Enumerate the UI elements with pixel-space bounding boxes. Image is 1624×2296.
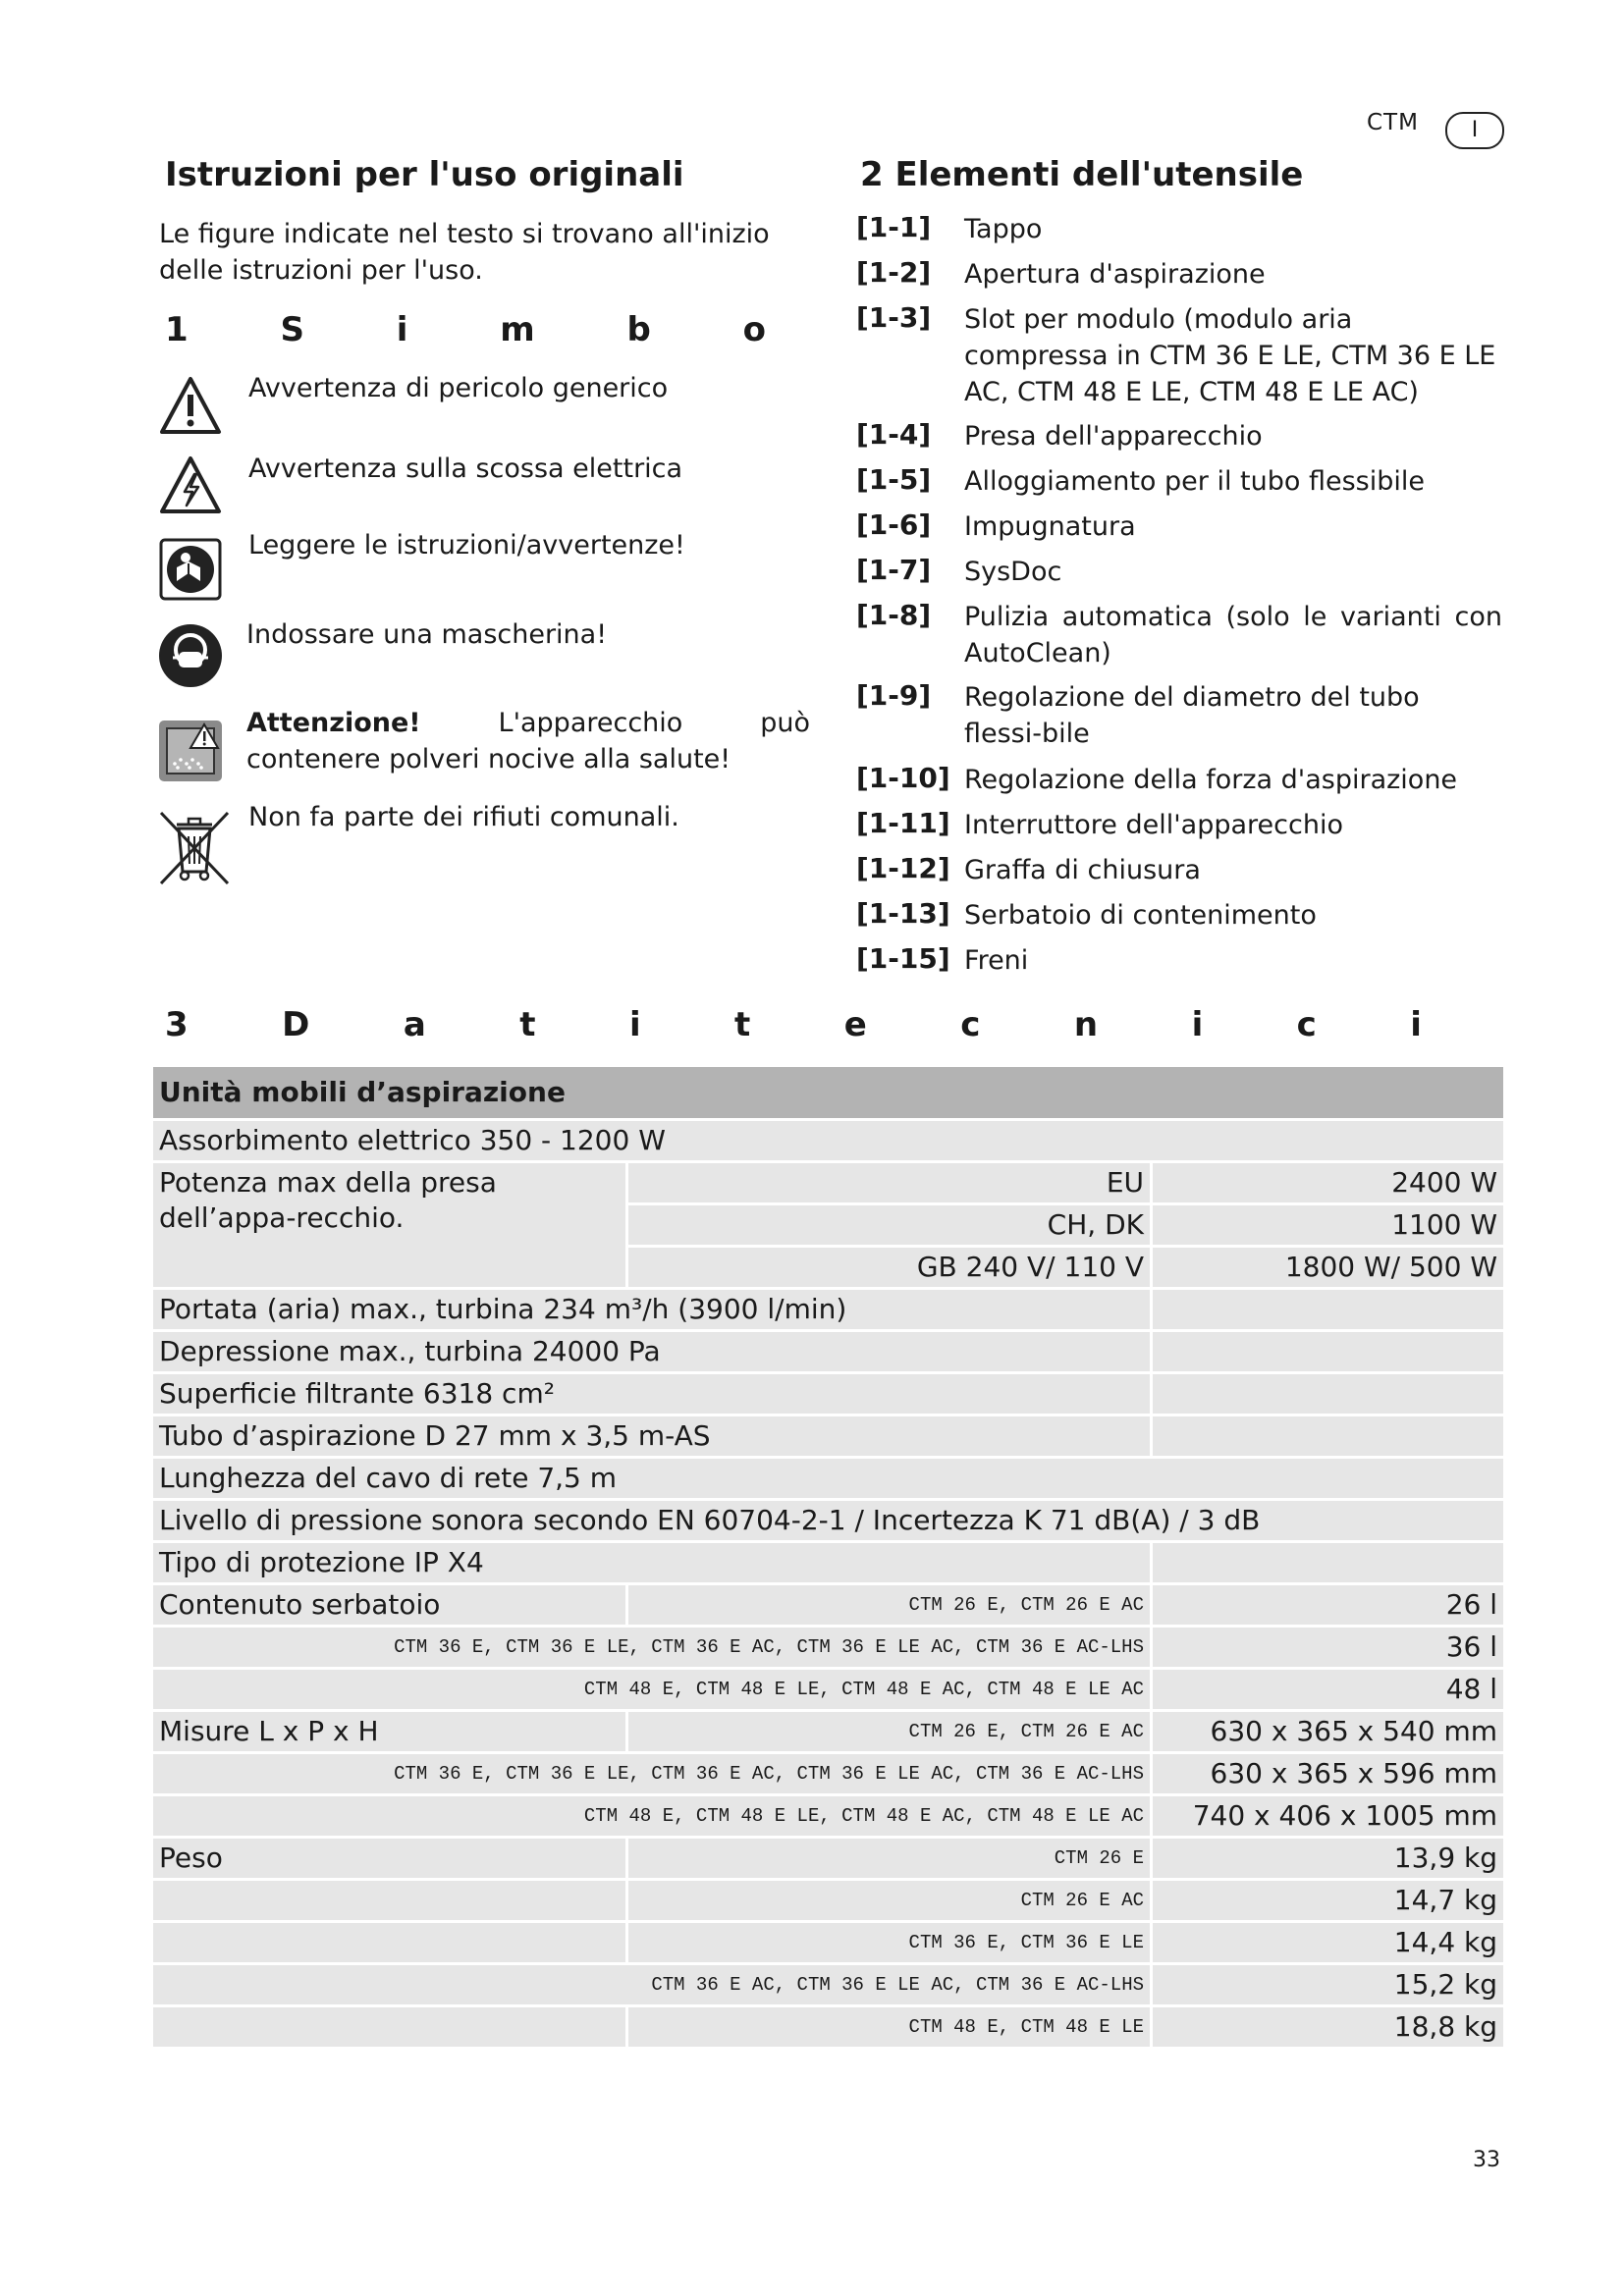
- element-label: Graffa di chiusura: [964, 855, 1201, 885]
- capacity-value: 26 l: [1152, 1584, 1505, 1627]
- manual-title: Istruzioni per l'uso originali: [165, 155, 684, 194]
- element-number: [1-6]: [856, 508, 932, 541]
- model-list: CTM 36 E, CTM 36 E LE, CTM 36 E AC, CTM 36 E LE AC, CTM 36 E AC-LHS: [152, 1627, 1152, 1669]
- section3-letter: i: [1191, 1005, 1204, 1044]
- model-list: CTM 26 E: [627, 1838, 1152, 1880]
- empty-cell: [1152, 1373, 1505, 1415]
- symbol-label: Avvertenza di pericolo generico: [248, 373, 669, 403]
- intro-text: Le figure indicate nel testo si trovano all'inizio delle istruzioni per l'uso.: [159, 219, 770, 286]
- symbol-label: Leggere le istruzioni/avvertenze!: [248, 530, 685, 561]
- table-row: [152, 1753, 1505, 1795]
- section3-letter: t: [734, 1005, 751, 1044]
- element-number: [1-11]: [856, 807, 950, 839]
- mask-icon: [157, 622, 224, 689]
- empty-cell: [152, 1922, 627, 1964]
- elements-title: 2 Elementi dell'utensile: [860, 155, 1304, 194]
- table-row: [152, 1500, 1505, 1542]
- symbol-label: Indossare una mascherina!: [246, 619, 608, 650]
- section3-letter: e: [843, 1005, 867, 1044]
- weight-value: 15,2 kg: [1152, 1964, 1505, 2006]
- page-number: 33: [1473, 2148, 1500, 2172]
- element-label: Serbatoio di contenimento: [964, 900, 1317, 931]
- element-label: SysDoc: [964, 557, 1062, 587]
- airflow: Portata (aria) max., turbina 234 m³/h (3900 l/min): [152, 1289, 1152, 1331]
- table-row: [152, 1922, 1505, 1964]
- model-list: CTM 26 E, CTM 26 E AC: [627, 1711, 1152, 1753]
- dimensions-value: 630 x 365 x 596 mm: [1152, 1753, 1505, 1795]
- vacuum: Depressione max., turbina 24000 Pa: [152, 1331, 1152, 1373]
- socket-region: CH, DK: [627, 1204, 1152, 1247]
- table-row: [152, 2006, 1505, 2049]
- section1-heading: [165, 310, 766, 349]
- element-number: [1-3]: [856, 301, 932, 334]
- filter-area: Superficie filtrante 6318 cm²: [152, 1373, 1152, 1415]
- section3-letter: c: [960, 1005, 981, 1044]
- empty-cell: [152, 1880, 627, 1922]
- section1-letter: S: [280, 310, 304, 349]
- socket-value: 2400 W: [1152, 1162, 1505, 1204]
- table-row: [152, 1711, 1505, 1753]
- protection-class: Tipo di protezione IP X4: [152, 1542, 1152, 1584]
- table-header: Unità mobili d’aspirazione: [152, 1066, 1505, 1120]
- table-row: [152, 1880, 1505, 1922]
- section1-letter: b: [626, 310, 651, 349]
- symbol-label: Non fa parte dei rifiuti comunali.: [248, 802, 679, 832]
- element-label: Impugnatura: [964, 511, 1136, 542]
- table-header-row: [152, 1066, 1505, 1120]
- weight-label: Peso: [152, 1838, 627, 1880]
- noise-level: Livello di pressione sonora secondo EN 60704-2-1 / Incertezza K 71 dB(A) / 3 dB: [152, 1500, 1505, 1542]
- element-label: Interruttore dell'apparecchio: [964, 810, 1343, 840]
- section1-letter: m: [500, 310, 535, 349]
- empty-cell: [152, 2006, 627, 2049]
- table-row: [152, 1627, 1505, 1669]
- crossed-bin-icon: [155, 807, 234, 887]
- table-row: [152, 1331, 1505, 1373]
- element-number: [1-4]: [856, 418, 932, 451]
- section1-letter: i: [396, 310, 408, 349]
- electric-shock-icon: [159, 454, 222, 515]
- section3-letter: n: [1073, 1005, 1099, 1044]
- element-label: Presa dell'apparecchio: [964, 421, 1263, 452]
- capacity-value: 36 l: [1152, 1627, 1505, 1669]
- element-number: [1-15]: [856, 942, 950, 975]
- element-label: Apertura d'aspirazione: [964, 259, 1266, 290]
- table-row: [152, 1542, 1505, 1584]
- element-number: [1-8]: [856, 599, 932, 631]
- socket-power-label: Potenza max della presa dell’appa-recchio.: [152, 1162, 627, 1289]
- element-number: [1-13]: [856, 897, 950, 930]
- element-label: Freni: [964, 945, 1029, 976]
- element-number: [1-2]: [856, 256, 932, 289]
- element-number: [1-1]: [856, 211, 932, 243]
- table-row: [152, 1373, 1505, 1415]
- weight-value: 18,8 kg: [1152, 2006, 1505, 2049]
- suction-hose: Tubo d’aspirazione D 27 mm x 3,5 m-AS: [152, 1415, 1152, 1458]
- empty-cell: [1152, 1542, 1505, 1584]
- symbol-label: [246, 705, 810, 777]
- model-list: CTM 48 E, CTM 48 E LE: [627, 2006, 1152, 2049]
- read-instructions-icon: [159, 538, 222, 601]
- model-list: CTM 36 E AC, CTM 36 E LE AC, CTM 36 E AC-LHS: [152, 1964, 1152, 2006]
- section1-num: 1: [165, 310, 189, 349]
- weight-value: 14,4 kg: [1152, 1922, 1505, 1964]
- harmful-dust-icon: [157, 719, 224, 783]
- weight-value: 14,7 kg: [1152, 1880, 1505, 1922]
- section3-letter: c: [1296, 1005, 1317, 1044]
- element-label: Regolazione della forza d'aspirazione: [964, 765, 1458, 795]
- dimensions-value: 630 x 365 x 540 mm: [1152, 1711, 1505, 1753]
- weight-value: 13,9 kg: [1152, 1838, 1505, 1880]
- element-label: Tappo: [964, 214, 1043, 244]
- section3-letter: i: [1410, 1005, 1422, 1044]
- model-list: CTM 48 E, CTM 48 E LE, CTM 48 E AC, CTM 48 E LE AC: [152, 1669, 1152, 1711]
- table-row: [152, 1415, 1505, 1458]
- socket-value: 1100 W: [1152, 1204, 1505, 1247]
- model-list: CTM 36 E, CTM 36 E LE: [627, 1922, 1152, 1964]
- element-number: [1-10]: [856, 762, 950, 794]
- element-label: Regolazione del diametro del tubo flessi-bile: [964, 682, 1420, 749]
- element-number: [1-9]: [856, 679, 932, 712]
- capacity-value: 48 l: [1152, 1669, 1505, 1711]
- socket-value: 1800 W/ 500 W: [1152, 1247, 1505, 1289]
- model-list: CTM 26 E AC: [627, 1880, 1152, 1922]
- empty-cell: [1152, 1289, 1505, 1331]
- table-row: [152, 1964, 1505, 2006]
- model-list: CTM 26 E, CTM 26 E AC: [627, 1584, 1152, 1627]
- warning-triangle-icon: [159, 375, 222, 436]
- empty-cell: [1152, 1331, 1505, 1373]
- table-row: [152, 1795, 1505, 1838]
- symbol-label: Avvertenza sulla scossa elettrica: [248, 454, 683, 484]
- section3-letter: 3: [165, 1005, 189, 1044]
- section3-heading: [165, 1005, 1422, 1044]
- header-brand: CTM: [1367, 110, 1419, 135]
- power-consumption: Assorbimento elettrico 350 - 1200 W: [152, 1120, 1505, 1162]
- empty-cell: [1152, 1415, 1505, 1458]
- capacity-label: Contenuto serbatoio: [152, 1584, 627, 1627]
- attention-text: L'apparecchio può contenere polveri nocive alla salute!: [246, 708, 810, 774]
- socket-region: GB 240 V/ 110 V: [627, 1247, 1152, 1289]
- section3-letter: a: [403, 1005, 426, 1044]
- element-label: Slot per modulo (modulo aria compressa in CTM 36 E LE, CTM 36 E LE AC, CTM 48 E LE, CTM 48 E LE AC): [964, 304, 1496, 407]
- dimensions-value: 740 x 406 x 1005 mm: [1152, 1795, 1505, 1838]
- element-number: [1-5]: [856, 463, 932, 496]
- table-row: [152, 1838, 1505, 1880]
- section3-letter: t: [519, 1005, 536, 1044]
- cable-length: Lunghezza del cavo di rete 7,5 m: [152, 1458, 1505, 1500]
- tech-data-table: [150, 1064, 1506, 2050]
- table-row: [152, 1289, 1505, 1331]
- language-badge: I: [1445, 112, 1504, 149]
- table-row: [152, 1120, 1505, 1162]
- element-number: [1-12]: [856, 852, 950, 884]
- element-number: [1-7]: [856, 554, 932, 586]
- dimensions-label: Misure L x P x H: [152, 1711, 627, 1753]
- socket-region: EU: [627, 1162, 1152, 1204]
- section1-letter: o: [742, 310, 766, 349]
- element-label: Pulizia automatica (solo le varianti con AutoClean): [964, 602, 1502, 668]
- table-row: [152, 1669, 1505, 1711]
- table-row: [152, 1584, 1505, 1627]
- element-label: Alloggiamento per il tubo flessibile: [964, 466, 1425, 497]
- section3-letter: D: [282, 1005, 310, 1044]
- model-list: CTM 36 E, CTM 36 E LE, CTM 36 E AC, CTM 36 E LE AC, CTM 36 E AC-LHS: [152, 1753, 1152, 1795]
- attention-label: Attenzione!: [246, 708, 421, 738]
- table-row: [152, 1162, 1505, 1204]
- table-row: [152, 1458, 1505, 1500]
- section3-letter: i: [628, 1005, 641, 1044]
- model-list: CTM 48 E, CTM 48 E LE, CTM 48 E AC, CTM 48 E LE AC: [152, 1795, 1152, 1838]
